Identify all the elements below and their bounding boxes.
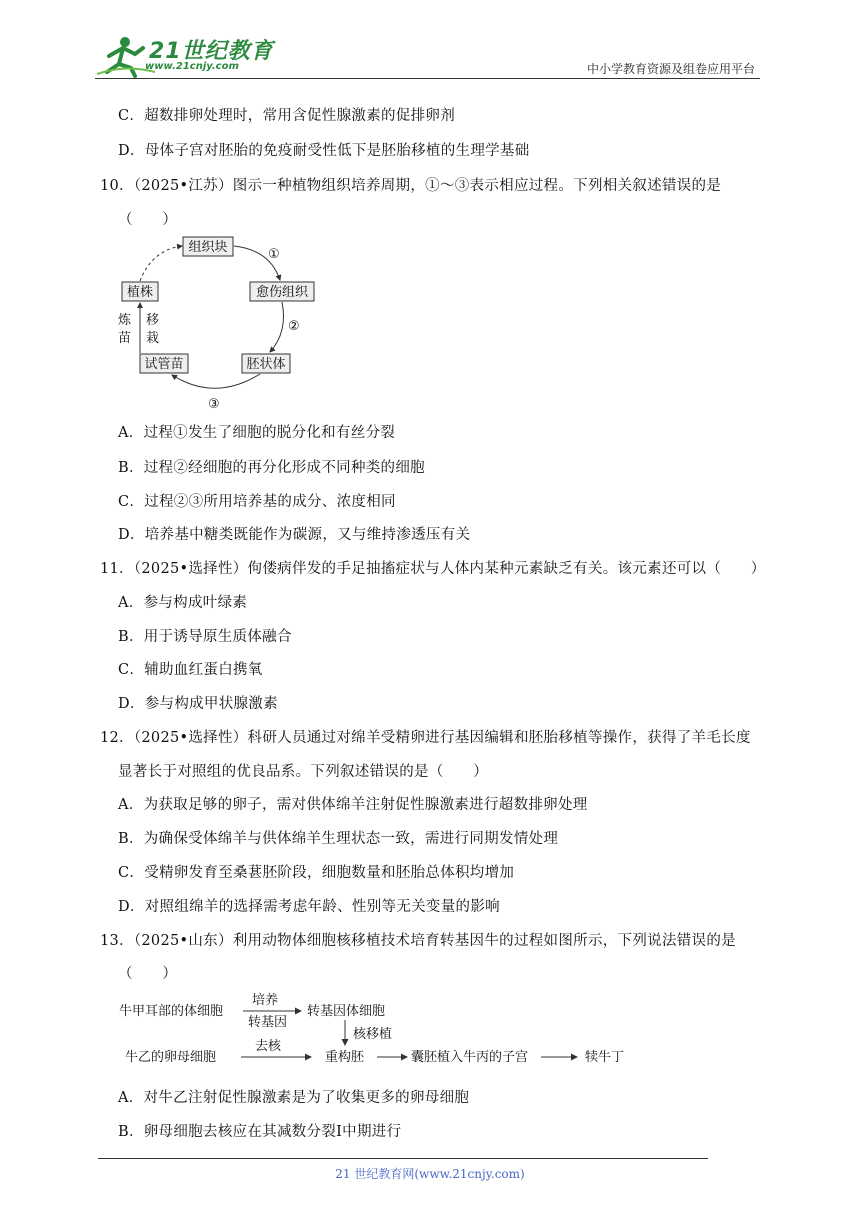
arrow-step2 — [270, 302, 284, 352]
q11-option-a: A．参与构成叶绿素 — [118, 595, 248, 611]
q13-option-b: B．卵母细胞去核应在其减数分裂Ⅰ中期进行 — [118, 1124, 402, 1140]
q13-option-a: A．对牛乙注射促性腺激素是为了收集更多的卵母细胞 — [118, 1090, 470, 1106]
nuclear-transfer-diagram — [115, 990, 635, 1070]
label-calf: 犊牛丁 — [585, 1050, 625, 1065]
header-divider — [95, 78, 760, 79]
q12-stem: 12．（2025•选择性）科研人员通过对绵羊受精卵进行基因编辑和胚胎移植等操作，获得了羊毛长度 — [100, 730, 751, 746]
q12-option-b: B．为确保受体绵羊与供体绵羊生理状态一致，需进行同期发情处理 — [118, 831, 559, 847]
q13-stem: 13．（2025•山东）利用动物体细胞核移植技术培育转基因牛的过程如图所示，下列说法错误的是 — [100, 933, 736, 949]
page-header — [95, 30, 760, 80]
transplant-label-1: 移 — [146, 313, 160, 328]
arrow-step3 — [172, 374, 260, 388]
q10-stem-blank: （ ） — [118, 212, 178, 228]
label-embryoid: 胚状体 — [246, 357, 286, 372]
label-callus: 愈伤组织 — [255, 285, 309, 300]
label-enucleate: 去核 — [255, 1039, 282, 1054]
q10-stem: 10．（2025•江苏）图示一种植物组织培养周期，①～③表示相应过程。下列相关叙述错误的是 — [100, 178, 722, 194]
label-reconstructed-embryo: 重构胚 — [325, 1050, 365, 1065]
label-plantlet: 试管苗 — [144, 357, 184, 372]
footer-link[interactable]: 21 世纪教育网(www.21cnjy.com) — [335, 1167, 525, 1181]
q11-option-d: D．参与构成甲状腺激素 — [118, 696, 278, 712]
label-tissue-block: 组织块 — [188, 240, 228, 255]
q12-stem-cont: 显著长于对照组的优良品系。下列叙述错误的是（ ） — [118, 764, 488, 780]
label-transgene: 转基因 — [248, 1015, 288, 1030]
transplant-label-2: 栽 — [146, 331, 160, 346]
q10-option-d: D．培养基中糖类既能作为碳源，又与维持渗透压有关 — [118, 527, 471, 543]
step-1-label: ① — [268, 247, 280, 262]
q10-option-a: A．过程①发生了细胞的脱分化和有丝分裂 — [118, 425, 396, 441]
q10-option-c: C．过程②③所用培养基的成分、浓度相同 — [118, 494, 396, 510]
q13-stem-blank: （ ） — [118, 966, 178, 982]
plant-tissue-culture-diagram — [110, 232, 320, 410]
label-nuclear-transfer: 核移植 — [353, 1027, 393, 1042]
q9-option-d: D．母体子宫对胚胎的免疫耐受性低下是胚胎移植的生理学基础 — [118, 143, 530, 159]
label-somatic-cell: 牛甲耳部的体细胞 — [119, 1004, 224, 1019]
step-3-label: ③ — [208, 397, 220, 410]
footer-divider — [98, 1158, 708, 1159]
q9-option-c: C．超数排卵处理时，常用含促性腺激素的促排卵剂 — [118, 108, 455, 124]
q11-option-b: B．用于诱导原生质体融合 — [118, 629, 292, 645]
q12-option-c: C．受精卵发育至桑葚胚阶段，细胞数量和胚胎总体积均增加 — [118, 865, 515, 881]
step-2-label: ② — [288, 319, 300, 334]
q10-option-b: B．过程②经细胞的再分化形成不同种类的细胞 — [118, 460, 425, 476]
logo-url: www.21cnjy.com — [145, 61, 239, 72]
label-plant: 植株 — [126, 285, 154, 300]
label-transgenic-cell: 转基因体细胞 — [307, 1004, 386, 1019]
label-implant: 囊胚植入牛丙的子宫 — [411, 1050, 529, 1065]
logo-text: 21世纪教育 — [149, 39, 274, 64]
arrow-dashed-return — [140, 246, 182, 281]
platform-name: 中小学教育资源及组卷应用平台 — [586, 62, 755, 76]
label-oocyte: 牛乙的卵母细胞 — [125, 1050, 217, 1065]
q12-option-d: D．对照组绵羊的选择需考虑年龄、性别等无关变量的影响 — [118, 899, 500, 915]
q11-option-c: C．辅助血红蛋白携氧 — [118, 662, 263, 678]
q11-stem: 11．（2025•选择性）佝偻病伴发的手足抽搐症状与人体内某种元素缺乏有关。该元素还可以（ ） — [100, 561, 766, 577]
harden-label-1: 炼 — [118, 313, 132, 328]
q12-option-a: A．为获取足够的卵子，需对供体绵羊注射促性腺激素进行超数排卵处理 — [118, 797, 588, 813]
label-culture: 培养 — [252, 993, 279, 1008]
harden-label-2: 苗 — [118, 331, 132, 346]
